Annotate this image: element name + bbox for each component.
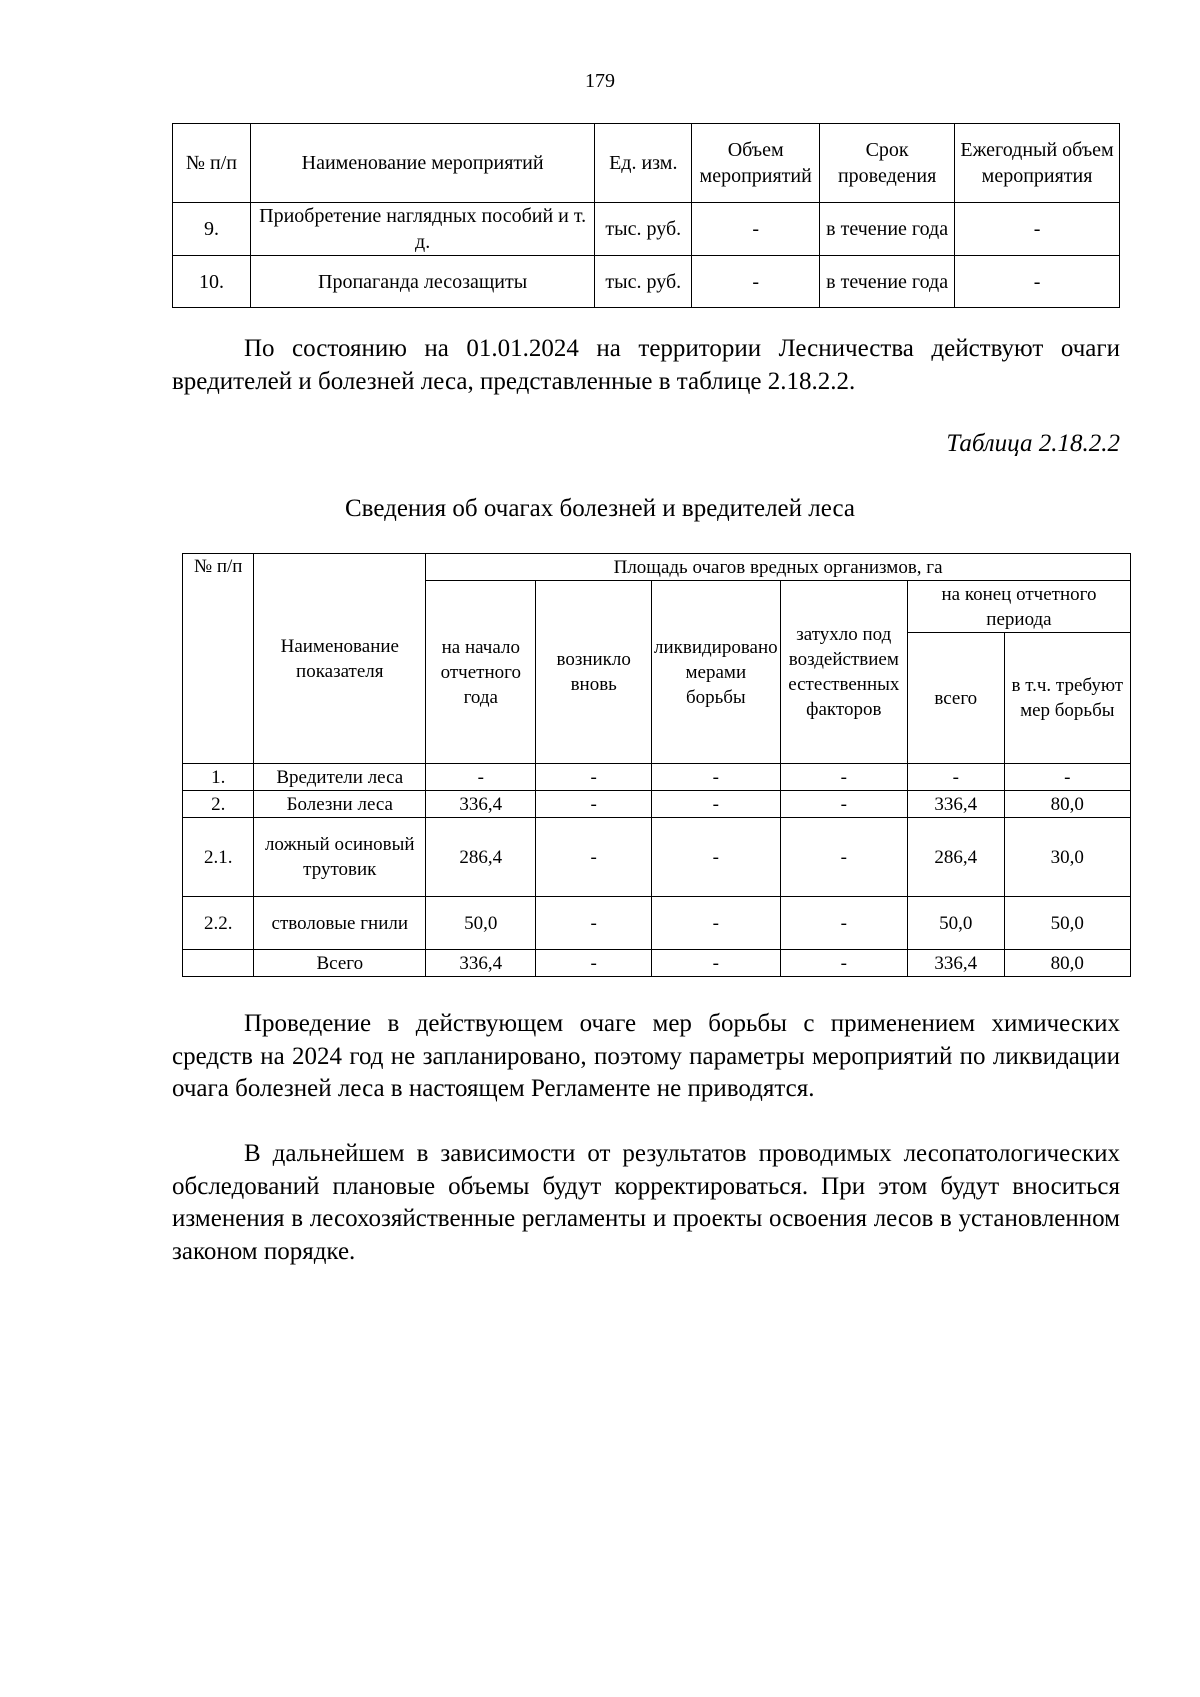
- table-cell: в течение года: [820, 256, 955, 308]
- table-cell: -: [692, 203, 820, 256]
- header-cell: Ежегодный объем мероприятия: [955, 124, 1120, 203]
- table-cell: -: [536, 818, 652, 897]
- header-cell: № п/п: [173, 124, 251, 203]
- header-cell: на начало отчетного года: [426, 581, 536, 764]
- table-cell: -: [536, 791, 652, 818]
- table-cell: -: [651, 950, 780, 977]
- table-cell: Пропаганда лесозащиты: [250, 256, 594, 308]
- table-cell: -: [651, 791, 780, 818]
- table-cell: 2.2.: [183, 897, 254, 950]
- table-label: Таблица 2.18.2.2: [946, 430, 1120, 457]
- table-cell: -: [536, 764, 652, 791]
- table-cell: [183, 950, 254, 977]
- table-cell: 336,4: [426, 950, 536, 977]
- table-cell: -: [955, 256, 1120, 308]
- table-cell: ложный осиновый трутовик: [254, 818, 426, 897]
- table-cell: -: [780, 764, 907, 791]
- paragraph-chemical-measures: Проведение в действующем очаге мер борьбы с применением химических средств на 2024 год не запланировано, поэтому параметры мероприятий по ликвидации очага болезней леса в настоящем Регламенте не приводятся.: [172, 1010, 1120, 1102]
- table-cell: -: [536, 950, 652, 977]
- paragraph-intro: По состоянию на 01.01.2024 на территории Лесничества действуют очаги вредителей и болезней леса, представленные в таблице 2.18.2.2.: [172, 335, 1120, 395]
- table-cell: тыс. руб.: [595, 256, 692, 308]
- table-cell: 50,0: [426, 897, 536, 950]
- table-cell: -: [780, 791, 907, 818]
- paragraph-future-adjustments: В дальнейшем в зависимости от результатов проводимых лесопатологических обследований плановые объемы будут корректироваться. При этом будут вноситься изменения в лесохозяйственные регламенты и проекты освоения лесов в установленном законом порядке.: [172, 1140, 1120, 1265]
- header-cell: в т.ч. требуют мер борьбы: [1004, 633, 1130, 764]
- activities-table: [172, 123, 1120, 308]
- table-cell: 2.1.: [183, 818, 254, 897]
- table-cell: Приобретение наглядных пособий и т. д.: [250, 203, 594, 256]
- table-cell: 2.: [183, 791, 254, 818]
- table-cell: 286,4: [907, 818, 1004, 897]
- table-cell: Болезни леса: [254, 791, 426, 818]
- table-row: [183, 897, 1131, 950]
- table-cell: 1.: [183, 764, 254, 791]
- table-cell: стволовые гнили: [254, 897, 426, 950]
- header-cell: Площадь очагов вредных организмов, га: [426, 554, 1131, 581]
- table-cell: 9.: [173, 203, 251, 256]
- table-cell: Всего: [254, 950, 426, 977]
- table-cell: 30,0: [1004, 818, 1130, 897]
- header-cell: возникло вновь: [536, 581, 652, 764]
- table-cell: 336,4: [426, 791, 536, 818]
- table-row: [183, 950, 1131, 977]
- table-cell: -: [780, 818, 907, 897]
- header-cell: № п/п: [183, 554, 254, 764]
- page-number: 179: [585, 70, 615, 92]
- table-cell: -: [651, 764, 780, 791]
- header-cell: ликвидировано мерами борьбы: [651, 581, 780, 764]
- table-header-row: [173, 124, 1120, 203]
- table-cell: -: [780, 950, 907, 977]
- table-cell: 80,0: [1004, 950, 1130, 977]
- table-row: [183, 791, 1131, 818]
- header-cell: всего: [907, 633, 1004, 764]
- table-cell: 336,4: [907, 791, 1004, 818]
- header-cell: Срок проведения: [820, 124, 955, 203]
- header-cell: затухло под воздействием естественных факторов: [780, 581, 907, 764]
- header-cell: Наименование мероприятий: [250, 124, 594, 203]
- table-title: Сведения об очагах болезней и вредителей леса: [345, 495, 855, 522]
- table-cell: Вредители леса: [254, 764, 426, 791]
- table-cell: -: [692, 256, 820, 308]
- table-cell: -: [907, 764, 1004, 791]
- table-cell: 50,0: [907, 897, 1004, 950]
- table-cell: -: [955, 203, 1120, 256]
- table-cell: -: [536, 897, 652, 950]
- table-cell: 10.: [173, 256, 251, 308]
- table-cell: -: [651, 897, 780, 950]
- table-cell: -: [651, 818, 780, 897]
- table-cell: -: [780, 897, 907, 950]
- table-header-row: [183, 554, 1131, 581]
- table-cell: тыс. руб.: [595, 203, 692, 256]
- table-cell: в течение года: [820, 203, 955, 256]
- table-cell: 50,0: [1004, 897, 1130, 950]
- table-row: [183, 764, 1131, 791]
- table-cell: 336,4: [907, 950, 1004, 977]
- header-cell: Ед. изм.: [595, 124, 692, 203]
- table-cell: 286,4: [426, 818, 536, 897]
- table-cell: -: [1004, 764, 1130, 791]
- header-cell: Наименование показателя: [254, 554, 426, 764]
- pest-foci-table: [182, 553, 1131, 977]
- table-row: [173, 256, 1120, 308]
- table-row: [183, 818, 1131, 897]
- header-cell: на конец отчетного периода: [907, 581, 1130, 633]
- table-cell: -: [426, 764, 536, 791]
- header-cell: Объем мероприятий: [692, 124, 820, 203]
- table-row: [173, 203, 1120, 256]
- table-cell: 80,0: [1004, 791, 1130, 818]
